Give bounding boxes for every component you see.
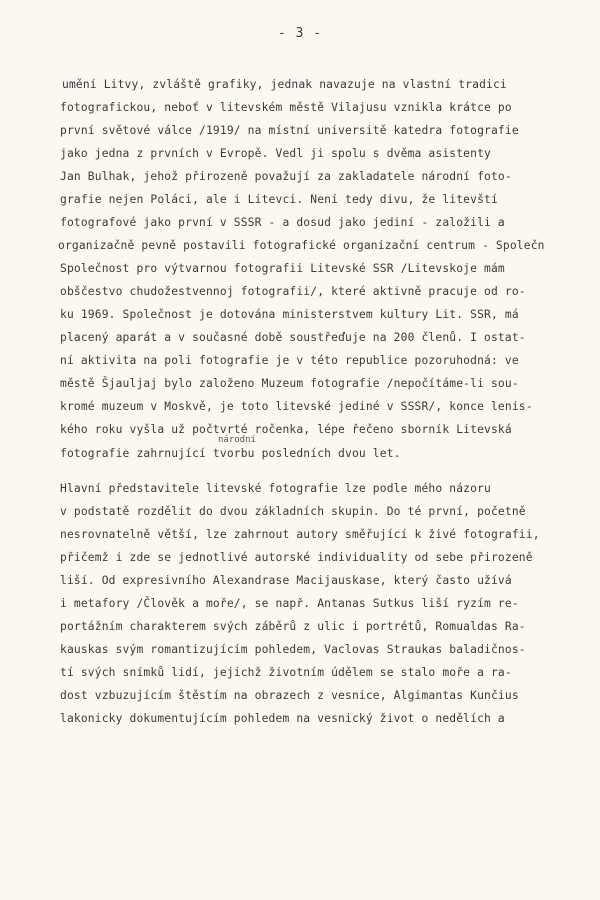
- text-line: obščestvo chudožestvennoj fotografii/, které aktivně pracuje od ro-: [60, 285, 526, 298]
- text-line: i metafory /Člověk a moře/, se např. Antanas Sutkus liší ryzím re-: [60, 597, 519, 610]
- text-line: placený aparát a v současné době soustřeďuje na 200 členů. I ostat-: [60, 331, 526, 344]
- text-line: jako jedna z prvních v Evropě. Vedl ji spolu s dvěma asistenty: [60, 147, 491, 160]
- text-line: lakonicky dokumentujícím pohledem na vesnický život o nedělích a: [60, 712, 505, 725]
- text-line: fotografie zahrnující tvorbu posledních dvou let.: [60, 447, 401, 460]
- text-line: Společnost pro výtvarnou fotografii Litevské SSR /Litevskoje mám: [60, 262, 505, 275]
- text-line: ku 1969. Společnost je dotována ministerstvem kultury Lit. SSR, má: [60, 308, 519, 321]
- text-line: Hlavní představitele litevské fotografie lze podle mého názoru: [60, 482, 491, 495]
- text-line: liší. Od expresivního Alexandrase Macijauskase, který často užívá: [60, 574, 512, 587]
- text-line: portážním charakterem svých záběrů z ulic i portrétů, Romualdas Ra-: [60, 620, 526, 633]
- text-line: grafie nejen Poláci, ale i Litevci. Není tedy divu, že litevští: [60, 193, 498, 206]
- text-line: první světové válce /1919/ na místní universitě katedra fotografie: [60, 124, 519, 137]
- text-line: městě Šjauljaj bylo založeno Muzeum fotografie /nepočítáme-li sou-: [60, 377, 519, 390]
- text-line: dost vzbuzujícím štěstím na obrazech z vesnice, Algimantas Kunčius: [60, 689, 519, 702]
- text-line: v podstatě rozdělit do dvou základních skupin. Do té první, početně: [60, 505, 526, 518]
- text-line: organizačně pevně postavili fotografické organizační centrum - Společn: [58, 239, 545, 252]
- text-line: tí svých snímků lidí, jejichž životním údělem se stalo moře a ra-: [60, 666, 512, 679]
- text-line: kromé muzeum v Moskvě, je toto litevské jediné v SSSR/, konce lenis-: [60, 400, 533, 413]
- text-line: fotografové jako první v SSSR - a dosud jako jediní - založili a: [60, 216, 505, 229]
- text-line: kého roku vyšla už počtvrté ročenka, lépe řečeno sborník Litevská: [60, 423, 512, 436]
- text-line: nesrovnatelně větší, lze zahrnout autory směřující k živé fotografii,: [60, 528, 540, 541]
- text-line: přičemž i zde se jednotlivé autorské individuality od sebe přirozeně: [60, 551, 533, 564]
- text-line: umění Litvy, zvláště grafiky, jednak navazuje na vlastní tradici: [62, 78, 507, 91]
- text-line: kauskas svým romantizujícím pohledem, Vaclovas Straukas baladičnos-: [60, 643, 526, 656]
- text-line: ní aktivita na poli fotografie je v této republice pozoruhodná: ve: [60, 354, 519, 367]
- text-line: fotografickou, neboť v litevském městě Vilajusu vznikla krátce po: [60, 101, 512, 114]
- handwritten-insert: národní: [218, 435, 256, 445]
- page-number: - 3 -: [277, 26, 323, 41]
- text-line: Jan Bulhak, jehož přirozeně považují za zakladatele národní foto-: [60, 170, 512, 183]
